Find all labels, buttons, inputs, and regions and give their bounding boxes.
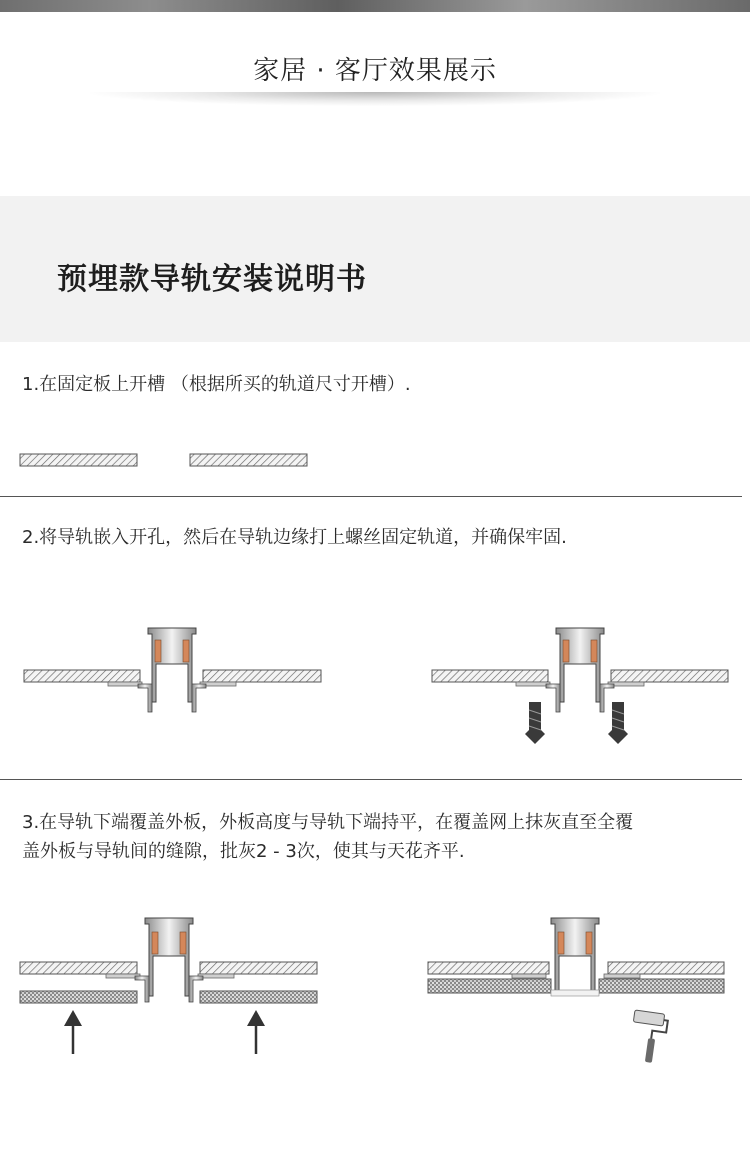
track-assembly-covering (20, 918, 317, 1003)
track-assembly-inserted (24, 628, 321, 712)
title-shadow-decoration (90, 92, 660, 106)
outer-panel-right (200, 991, 317, 1003)
fixed-board-right (190, 454, 307, 466)
outer-panel-left (20, 991, 137, 1003)
step-1-text: 1.在固定板上开槽 （根据所买的轨道尺寸开槽）. (22, 374, 411, 395)
screw-icon (525, 702, 545, 744)
step-2-text: 2.将导轨嵌入开孔，然后在导轨边缘打上螺丝固定轨道，并确保牢固. (22, 527, 567, 548)
step-3-diagram (0, 910, 750, 1070)
up-arrow-icon (247, 1010, 265, 1054)
manual-header-band (0, 196, 750, 342)
screw-icon (608, 702, 628, 744)
effect-section-title: 家居 · 客厅效果展示 (253, 56, 497, 86)
step-3-line-1: 3.在导轨下端覆盖外板，外板高度与导轨下端持平，在覆盖网上抹灰直至全覆 (22, 812, 634, 833)
step-divider-1 (0, 496, 742, 497)
up-arrow-icon (64, 1010, 82, 1054)
manual-heading: 预埋款导轨安装说明书 (57, 262, 367, 297)
step-divider-2 (0, 779, 742, 780)
paint-roller-icon (628, 1010, 669, 1064)
track-assembly-finished (428, 918, 724, 996)
step-3-line-2: 盖外板与导轨间的缝隙，批灰2 - 3次，使其与天花齐平. (22, 841, 465, 862)
step-3-text (22, 808, 742, 866)
step-1-diagram (0, 450, 750, 480)
track-assembly-with-screws (432, 628, 728, 712)
step-2-diagram (0, 620, 750, 750)
fixed-board-left (20, 454, 137, 466)
living-room-photo-edge (0, 0, 750, 12)
